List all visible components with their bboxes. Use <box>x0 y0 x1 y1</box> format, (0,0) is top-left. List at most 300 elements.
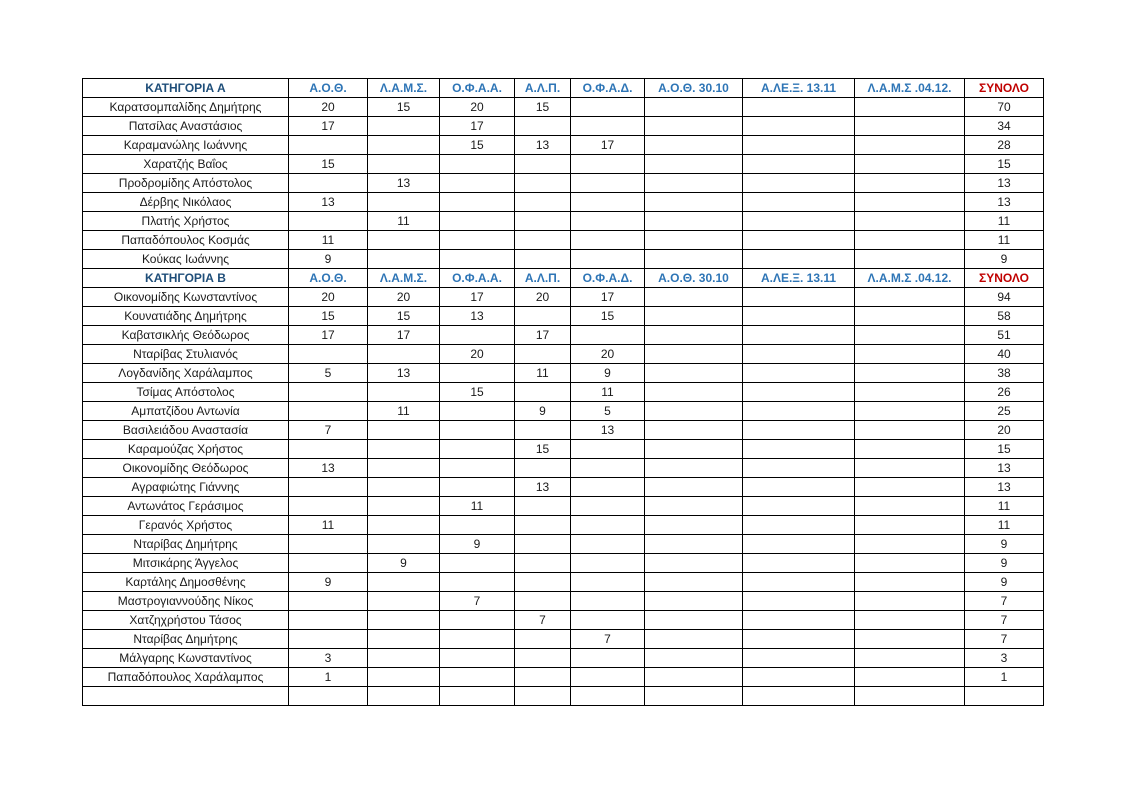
athlete-name: Νταρίβας Δημήτρης <box>83 535 289 554</box>
score-cell <box>645 554 743 573</box>
total-cell: 26 <box>965 383 1044 402</box>
table-row <box>83 459 1044 478</box>
score-cell: 17 <box>440 288 515 307</box>
score-cell <box>743 155 855 174</box>
score-cell <box>855 117 965 136</box>
score-cell: 20 <box>440 345 515 364</box>
score-cell <box>571 440 645 459</box>
score-cell <box>571 193 645 212</box>
score-cell: 15 <box>289 155 368 174</box>
score-cell <box>440 554 515 573</box>
score-cell <box>368 497 440 516</box>
score-cell: 20 <box>289 288 368 307</box>
column-header: Ο.Φ.Α.Α. <box>440 269 515 288</box>
score-cell: 9 <box>289 250 368 269</box>
score-cell <box>515 668 571 687</box>
score-cell <box>571 155 645 174</box>
score-cell <box>855 193 965 212</box>
table-row <box>83 535 1044 554</box>
score-cell <box>855 212 965 231</box>
column-header: Α.ΛΕ.Ξ. 13.11 <box>743 79 855 98</box>
total-cell: 11 <box>965 497 1044 516</box>
score-cell <box>571 459 645 478</box>
empty-cell <box>855 687 965 706</box>
total-cell: 13 <box>965 459 1044 478</box>
score-cell: 13 <box>515 478 571 497</box>
score-cell: 20 <box>571 345 645 364</box>
score-cell <box>440 402 515 421</box>
total-cell: 34 <box>965 117 1044 136</box>
athlete-name: Αγραφιώτης Γιάννης <box>83 478 289 497</box>
score-cell <box>368 117 440 136</box>
score-cell <box>571 117 645 136</box>
table-row <box>83 402 1044 421</box>
score-cell <box>855 592 965 611</box>
score-cell <box>645 421 743 440</box>
total-cell: 94 <box>965 288 1044 307</box>
score-cell <box>645 497 743 516</box>
table-row <box>83 307 1044 326</box>
table-row <box>83 174 1044 193</box>
score-cell <box>440 649 515 668</box>
table-row <box>83 212 1044 231</box>
total-cell: 7 <box>965 611 1044 630</box>
score-cell <box>645 136 743 155</box>
athlete-name: Μαστρογιαννούδης Νίκος <box>83 592 289 611</box>
score-cell <box>743 383 855 402</box>
empty-cell <box>515 687 571 706</box>
score-cell <box>440 421 515 440</box>
score-cell <box>289 630 368 649</box>
athlete-name: Καρτάλης Δημοσθένης <box>83 573 289 592</box>
column-header: Α.Λ.Π. <box>515 269 571 288</box>
score-cell <box>515 459 571 478</box>
score-cell <box>368 155 440 174</box>
score-cell <box>743 288 855 307</box>
score-cell <box>368 459 440 478</box>
score-cell <box>368 421 440 440</box>
score-cell <box>645 573 743 592</box>
score-cell <box>571 98 645 117</box>
score-cell <box>368 630 440 649</box>
athlete-name: Χαρατζής Βαΐος <box>83 155 289 174</box>
score-cell <box>571 174 645 193</box>
score-cell <box>515 554 571 573</box>
score-cell <box>855 250 965 269</box>
results-table-body <box>83 79 1044 706</box>
score-cell <box>571 592 645 611</box>
empty-cell <box>645 687 743 706</box>
score-cell <box>743 250 855 269</box>
column-header: Α.Ο.Θ. <box>289 269 368 288</box>
score-cell <box>645 611 743 630</box>
table-row <box>83 155 1044 174</box>
total-cell: 13 <box>965 478 1044 497</box>
table-row <box>83 288 1044 307</box>
column-header: Α.Ο.Θ. <box>289 79 368 98</box>
column-header: Ο.Φ.Α.Α. <box>440 79 515 98</box>
score-cell <box>515 117 571 136</box>
score-cell <box>515 174 571 193</box>
score-cell <box>743 459 855 478</box>
score-cell: 13 <box>368 174 440 193</box>
score-cell <box>289 592 368 611</box>
score-cell <box>440 250 515 269</box>
score-cell: 17 <box>289 326 368 345</box>
table-row <box>83 611 1044 630</box>
athlete-name: Λογδανίδης Χαράλαμπος <box>83 364 289 383</box>
athlete-name: Νταρίβας Δημήτρης <box>83 630 289 649</box>
score-cell <box>571 212 645 231</box>
score-cell <box>440 193 515 212</box>
score-cell <box>855 307 965 326</box>
column-header: Λ.Α.Μ.Σ. <box>368 79 440 98</box>
table-row <box>83 364 1044 383</box>
score-cell <box>855 649 965 668</box>
athlete-name: Καβατσικλής Θεόδωρος <box>83 326 289 345</box>
score-cell <box>440 611 515 630</box>
score-cell <box>368 250 440 269</box>
total-cell: 28 <box>965 136 1044 155</box>
score-cell <box>289 136 368 155</box>
total-cell: 3 <box>965 649 1044 668</box>
score-cell <box>368 136 440 155</box>
score-cell <box>368 345 440 364</box>
athlete-name: Παπαδόπουλος Χαράλαμπος <box>83 668 289 687</box>
athlete-name: Οικονομίδης Θεόδωρος <box>83 459 289 478</box>
score-cell <box>571 497 645 516</box>
score-cell <box>743 554 855 573</box>
total-cell: 58 <box>965 307 1044 326</box>
total-column-header: ΣΥΝΟΛΟ <box>965 79 1044 98</box>
results-sheet <box>82 78 1044 706</box>
score-cell <box>368 592 440 611</box>
score-cell: 9 <box>368 554 440 573</box>
column-header: Α.Ο.Θ. 30.10 <box>645 269 743 288</box>
score-cell <box>743 402 855 421</box>
athlete-name: Μάλγαρης Κωνσταντίνος <box>83 649 289 668</box>
score-cell <box>571 250 645 269</box>
score-cell <box>571 478 645 497</box>
total-cell: 7 <box>965 592 1044 611</box>
table-row <box>83 478 1044 497</box>
score-cell <box>571 231 645 250</box>
score-cell: 1 <box>289 668 368 687</box>
score-cell: 15 <box>289 307 368 326</box>
score-cell <box>368 573 440 592</box>
score-cell <box>743 345 855 364</box>
score-cell <box>440 326 515 345</box>
score-cell <box>368 516 440 535</box>
score-cell: 9 <box>571 364 645 383</box>
score-cell <box>743 174 855 193</box>
total-cell: 11 <box>965 212 1044 231</box>
score-cell <box>855 421 965 440</box>
empty-cell <box>83 687 289 706</box>
score-cell <box>515 497 571 516</box>
total-cell: 11 <box>965 231 1044 250</box>
score-cell <box>855 516 965 535</box>
score-cell <box>645 117 743 136</box>
score-cell <box>515 193 571 212</box>
score-cell: 11 <box>289 231 368 250</box>
table-row <box>83 516 1044 535</box>
score-cell <box>855 478 965 497</box>
athlete-name: Αντωνάτος Γεράσιμος <box>83 497 289 516</box>
score-cell <box>515 535 571 554</box>
score-cell <box>645 98 743 117</box>
score-cell <box>289 554 368 573</box>
score-cell <box>855 364 965 383</box>
score-cell: 11 <box>515 364 571 383</box>
score-cell <box>289 611 368 630</box>
score-cell <box>743 231 855 250</box>
score-cell <box>645 459 743 478</box>
score-cell <box>855 98 965 117</box>
table-row <box>83 136 1044 155</box>
score-cell <box>571 573 645 592</box>
score-cell: 15 <box>515 440 571 459</box>
score-cell <box>571 326 645 345</box>
score-cell <box>645 231 743 250</box>
score-cell <box>440 155 515 174</box>
athlete-name: Χατζηχρήστου Τάσος <box>83 611 289 630</box>
empty-cell <box>368 687 440 706</box>
athlete-name: Προδρομίδης Απόστολος <box>83 174 289 193</box>
score-cell <box>743 668 855 687</box>
total-cell: 7 <box>965 630 1044 649</box>
total-cell: 13 <box>965 174 1044 193</box>
score-cell <box>440 630 515 649</box>
column-header: Α.Ο.Θ. 30.10 <box>645 79 743 98</box>
score-cell <box>855 136 965 155</box>
results-table <box>82 78 1044 706</box>
athlete-name: Μιτσικάρης Άγγελος <box>83 554 289 573</box>
score-cell <box>515 649 571 668</box>
score-cell <box>289 402 368 421</box>
total-cell: 20 <box>965 421 1044 440</box>
score-cell: 15 <box>440 136 515 155</box>
score-cell <box>855 326 965 345</box>
column-header: Ο.Φ.Α.Δ. <box>571 79 645 98</box>
score-cell <box>855 497 965 516</box>
score-cell <box>645 250 743 269</box>
table-row <box>83 117 1044 136</box>
score-cell <box>743 440 855 459</box>
table-row <box>83 193 1044 212</box>
score-cell <box>289 478 368 497</box>
score-cell <box>440 516 515 535</box>
score-cell <box>571 611 645 630</box>
score-cell <box>855 440 965 459</box>
column-header: Α.ΛΕ.Ξ. 13.11 <box>743 269 855 288</box>
score-cell: 20 <box>368 288 440 307</box>
table-row <box>83 345 1044 364</box>
score-cell: 11 <box>368 212 440 231</box>
athlete-name: Βασιλειάδου Αναστασία <box>83 421 289 440</box>
score-cell: 17 <box>571 136 645 155</box>
score-cell: 13 <box>289 193 368 212</box>
score-cell <box>855 383 965 402</box>
score-cell <box>743 364 855 383</box>
total-cell: 40 <box>965 345 1044 364</box>
score-cell: 15 <box>368 307 440 326</box>
score-cell <box>440 573 515 592</box>
score-cell <box>645 345 743 364</box>
score-cell: 7 <box>289 421 368 440</box>
score-cell <box>571 554 645 573</box>
score-cell: 7 <box>515 611 571 630</box>
table-row <box>83 573 1044 592</box>
total-cell: 9 <box>965 250 1044 269</box>
score-cell <box>645 193 743 212</box>
score-cell: 13 <box>440 307 515 326</box>
score-cell <box>743 421 855 440</box>
athlete-name: Καραμανώλης Ιωάννης <box>83 136 289 155</box>
score-cell <box>645 478 743 497</box>
total-cell: 15 <box>965 440 1044 459</box>
score-cell <box>645 668 743 687</box>
score-cell: 11 <box>368 402 440 421</box>
score-cell <box>743 497 855 516</box>
score-cell <box>645 516 743 535</box>
score-cell: 13 <box>571 421 645 440</box>
table-row <box>83 421 1044 440</box>
athlete-name: Κουνατιάδης Δημήτρης <box>83 307 289 326</box>
score-cell <box>855 231 965 250</box>
score-cell: 13 <box>368 364 440 383</box>
category-header-row <box>83 269 1044 288</box>
empty-cell <box>571 687 645 706</box>
score-cell <box>289 440 368 459</box>
total-cell: 15 <box>965 155 1044 174</box>
score-cell: 11 <box>440 497 515 516</box>
table-row <box>83 231 1044 250</box>
score-cell <box>743 535 855 554</box>
total-cell: 70 <box>965 98 1044 117</box>
score-cell <box>515 212 571 231</box>
score-cell <box>743 193 855 212</box>
category-header-row <box>83 79 1044 98</box>
total-cell: 1 <box>965 668 1044 687</box>
athlete-name: Νταρίβας Στυλιανός <box>83 345 289 364</box>
score-cell: 20 <box>289 98 368 117</box>
score-cell <box>515 421 571 440</box>
athlete-name: Τσίμας Απόστολος <box>83 383 289 402</box>
empty-cell <box>743 687 855 706</box>
score-cell <box>645 326 743 345</box>
score-cell <box>289 383 368 402</box>
score-cell <box>645 592 743 611</box>
column-header: Λ.Α.Μ.Σ .04.12. <box>855 269 965 288</box>
score-cell <box>571 649 645 668</box>
score-cell <box>645 630 743 649</box>
column-header: Ο.Φ.Α.Δ. <box>571 269 645 288</box>
athlete-name: Πατσίλας Αναστάσιος <box>83 117 289 136</box>
score-cell <box>743 117 855 136</box>
score-cell <box>743 611 855 630</box>
score-cell <box>645 364 743 383</box>
score-cell: 9 <box>440 535 515 554</box>
table-row <box>83 250 1044 269</box>
score-cell: 7 <box>440 592 515 611</box>
score-cell <box>515 383 571 402</box>
score-cell <box>440 231 515 250</box>
score-cell <box>855 288 965 307</box>
score-cell: 17 <box>440 117 515 136</box>
score-cell: 9 <box>289 573 368 592</box>
table-row <box>83 383 1044 402</box>
score-cell <box>645 212 743 231</box>
score-cell <box>515 573 571 592</box>
score-cell <box>440 174 515 193</box>
category-title: ΚΑΤΗΓΟΡΙΑ Β <box>83 269 289 288</box>
total-cell: 13 <box>965 193 1044 212</box>
score-cell <box>645 174 743 193</box>
score-cell <box>645 535 743 554</box>
score-cell <box>368 611 440 630</box>
athlete-name: Δέρβης Νικόλαος <box>83 193 289 212</box>
score-cell <box>515 307 571 326</box>
athlete-name: Παπαδόπουλος Κοσμάς <box>83 231 289 250</box>
score-cell <box>368 231 440 250</box>
score-cell <box>855 155 965 174</box>
score-cell <box>289 345 368 364</box>
score-cell <box>645 440 743 459</box>
score-cell <box>645 155 743 174</box>
score-cell <box>515 630 571 649</box>
score-cell: 5 <box>289 364 368 383</box>
score-cell <box>855 174 965 193</box>
score-cell <box>855 459 965 478</box>
column-header: Λ.Α.Μ.Σ. <box>368 269 440 288</box>
score-cell <box>855 573 965 592</box>
score-cell <box>289 174 368 193</box>
score-cell: 15 <box>571 307 645 326</box>
total-cell: 38 <box>965 364 1044 383</box>
score-cell <box>368 440 440 459</box>
score-cell <box>855 402 965 421</box>
column-header: Λ.Α.Μ.Σ .04.12. <box>855 79 965 98</box>
athlete-name: Οικονομίδης Κωνσταντίνος <box>83 288 289 307</box>
score-cell: 5 <box>571 402 645 421</box>
score-cell <box>743 592 855 611</box>
table-row <box>83 440 1044 459</box>
athlete-name: Πλατής Χρήστος <box>83 212 289 231</box>
total-cell: 9 <box>965 535 1044 554</box>
score-cell: 3 <box>289 649 368 668</box>
score-cell: 15 <box>440 383 515 402</box>
score-cell <box>743 212 855 231</box>
score-cell <box>289 535 368 554</box>
score-cell <box>368 478 440 497</box>
score-cell <box>289 212 368 231</box>
score-cell <box>368 383 440 402</box>
score-cell <box>645 649 743 668</box>
table-row <box>83 497 1044 516</box>
score-cell <box>855 554 965 573</box>
score-cell: 13 <box>515 136 571 155</box>
score-cell <box>289 497 368 516</box>
score-cell <box>368 535 440 554</box>
score-cell <box>571 516 645 535</box>
score-cell: 9 <box>515 402 571 421</box>
score-cell <box>855 535 965 554</box>
athlete-name: Καραμούζας Χρήστος <box>83 440 289 459</box>
athlete-name: Καρατσομπαλίδης Δημήτρης <box>83 98 289 117</box>
score-cell: 7 <box>571 630 645 649</box>
score-cell <box>440 459 515 478</box>
